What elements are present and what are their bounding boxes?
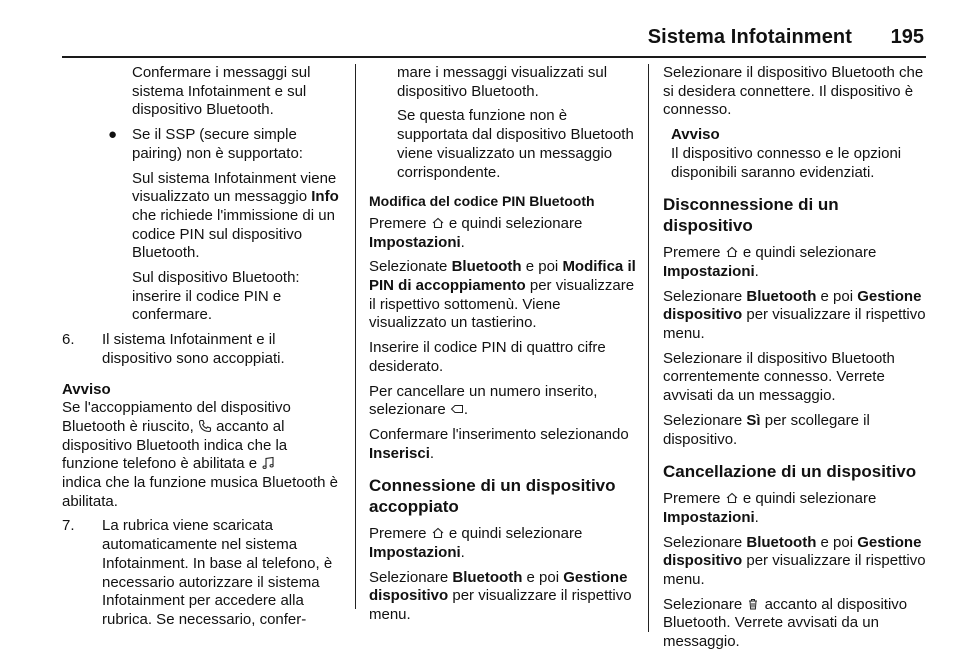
music-note-icon: [261, 456, 275, 470]
section-heading: Disconnessione di un dispositivo: [663, 195, 839, 236]
list-item-text: Se il SSP (secure simple pairing) non è supportato:: [132, 126, 303, 162]
home-icon: [431, 526, 445, 540]
bold-term: Bluetooth: [746, 287, 817, 305]
paragraph: [369, 258, 637, 333]
text: e poi: [525, 258, 559, 276]
bold-term: Impostazioni: [369, 233, 461, 251]
paragraph: Inserire il codice PIN di quattro cifre desiderato.: [369, 339, 606, 375]
text: Selezionare: [663, 533, 743, 551]
text: .: [460, 544, 465, 562]
bold-term: Impostazioni: [663, 262, 755, 280]
bullet-mark: ●: [108, 126, 118, 144]
text: e poi: [526, 568, 560, 586]
paragraph: [663, 490, 931, 527]
text: indica che la funzione musica Bluetooth è abilitata.: [62, 474, 339, 510]
paragraph: Selezionare il dispositivo Bluetooth correntemente connesso. Verrete avvisati da un messaggio.: [663, 349, 895, 405]
paragraph: [663, 288, 931, 344]
paragraph: Sul dispositivo Bluetooth: inserire il codice PIN e confermare.: [132, 269, 300, 324]
text: Selezionare: [663, 595, 743, 613]
text: Selezionare: [663, 411, 743, 429]
text: per visualizzare il rispettivo sottomenù. Viene visualizzato un tastierino.: [369, 277, 635, 332]
trash-icon: [746, 597, 760, 611]
home-icon: [725, 245, 739, 259]
section-heading: Connessione di un dispositivo accoppiato: [369, 476, 616, 517]
column-middle: [369, 64, 637, 631]
paragraph: [663, 412, 931, 449]
text: e poi: [820, 533, 854, 551]
page-header: [0, 0, 960, 56]
text: accanto al dispositivo Bluetooth. Verrete avvisati da un messaggio.: [663, 595, 908, 651]
bold-term: Gestione dispositivo: [663, 533, 922, 570]
text: Per cancellare un numero inserito, selezionare: [369, 382, 598, 419]
text: Selezionare: [369, 568, 449, 586]
list-item-text: La rubrica viene scaricata automaticamente nel sistema Infotainment. In base al telefono, è necessario autorizzare il sistema Infotainment per accedere alla rubrica. Se necessario, confer-: [102, 517, 333, 628]
paragraph: [369, 426, 637, 463]
text: Se l'accoppiamento del dispositivo Bluetooth è riuscito,: [62, 399, 291, 435]
bold-term: Inserisci: [369, 444, 430, 462]
text: Premere: [369, 214, 427, 232]
text: Premere: [663, 244, 721, 262]
header-divider: [62, 56, 926, 58]
paragraph: [62, 170, 346, 264]
bold-term: Modifica il PIN di accoppiamento: [369, 258, 636, 295]
text: .: [460, 233, 465, 251]
bold-term: Impostazioni: [663, 508, 755, 526]
text: accanto al dispositivo Bluetooth indica che la funzione telefono è abilitata e: [62, 417, 288, 473]
text: .: [429, 444, 435, 462]
text: Selezionate: [369, 258, 448, 276]
bold-term: Sì: [746, 411, 761, 429]
bold-term: Gestione dispositivo: [663, 287, 922, 324]
paragraph: [663, 534, 931, 590]
text: Confermare l'inserimento selezionando: [369, 425, 629, 443]
text: e poi: [820, 287, 854, 305]
paragraph: [663, 244, 931, 281]
bold-term: Bluetooth: [746, 533, 817, 551]
paragraph: [663, 596, 931, 652]
text: .: [754, 508, 759, 526]
bold-term: Gestione dispositivo: [369, 568, 628, 605]
text: Premere: [369, 525, 427, 543]
section-heading: Modifica del codice PIN Bluetooth: [369, 193, 595, 210]
paragraph: Confermare i messaggi sul sistema Infotainment e sul dispositivo Bluetooth.: [132, 64, 311, 119]
paragraph: Selezionare il dispositivo Bluetooth che si desidera connettere. Il dispositivo è connesso.: [663, 64, 924, 119]
bold-term: Impostazioni: [369, 544, 461, 562]
text: per visualizzare il rispettivo menu.: [663, 552, 926, 589]
text: per visualizzare il rispettivo menu.: [369, 587, 632, 624]
page-title: Sistema Infotainment: [647, 26, 852, 48]
text: per scollegare il dispositivo.: [663, 411, 870, 448]
paragraph: mare i messaggi visualizzati sul dispositivo Bluetooth.: [397, 64, 608, 100]
note-text: Il dispositivo connesso e le opzioni disponibili saranno evidenziati.: [671, 144, 902, 181]
text: e quindi selezionare: [448, 214, 583, 232]
text: Premere: [663, 490, 721, 508]
note-title: Avviso: [62, 380, 111, 398]
bold-term: Bluetooth: [451, 258, 522, 276]
list-item: [62, 126, 346, 163]
column-divider: [355, 64, 356, 609]
column-left: [62, 64, 346, 636]
text: e quindi selezionare: [742, 244, 877, 262]
note-box: [663, 126, 931, 182]
column-divider: [648, 64, 649, 632]
column-right: [663, 64, 931, 658]
section-heading: Cancellazione di un dispositivo: [663, 462, 917, 482]
note-title: Avviso: [671, 126, 720, 144]
note-text: [62, 399, 346, 511]
text: e quindi selezionare: [448, 525, 583, 543]
bold-term: Bluetooth: [452, 568, 523, 586]
bold-term: Info: [311, 188, 339, 206]
page-number: 195: [890, 26, 924, 48]
list-item: [62, 331, 346, 368]
paragraph: [369, 215, 637, 252]
paragraph: Se questa funzione non è supportata dal dispositivo Bluetooth viene visualizzato un messaggio corrispondente.: [397, 107, 634, 181]
text: che richiede l'immissione di un codice PIN sul dispositivo Bluetooth.: [132, 206, 335, 262]
text: e quindi selezionare: [742, 490, 877, 508]
home-icon: [725, 491, 739, 505]
text: .: [463, 401, 469, 419]
phone-icon: [198, 419, 212, 433]
note-box: [62, 381, 346, 512]
text: .: [754, 262, 759, 280]
list-number: 7.: [62, 517, 75, 535]
text: per visualizzare il rispettivo menu.: [663, 306, 926, 343]
text: Selezionare: [663, 287, 743, 305]
list-item: [62, 517, 346, 629]
home-icon: [431, 216, 445, 230]
paragraph: [369, 569, 637, 625]
paragraph: [369, 383, 637, 420]
list-item-text: Il sistema Infotainment e il dispositivo sono accoppiati.: [102, 331, 285, 367]
list-number: 6.: [62, 331, 75, 349]
text: Sul sistema Infotainment viene visualizzato un messaggio: [132, 169, 337, 206]
backspace-icon: [450, 402, 464, 416]
paragraph: [369, 525, 637, 562]
